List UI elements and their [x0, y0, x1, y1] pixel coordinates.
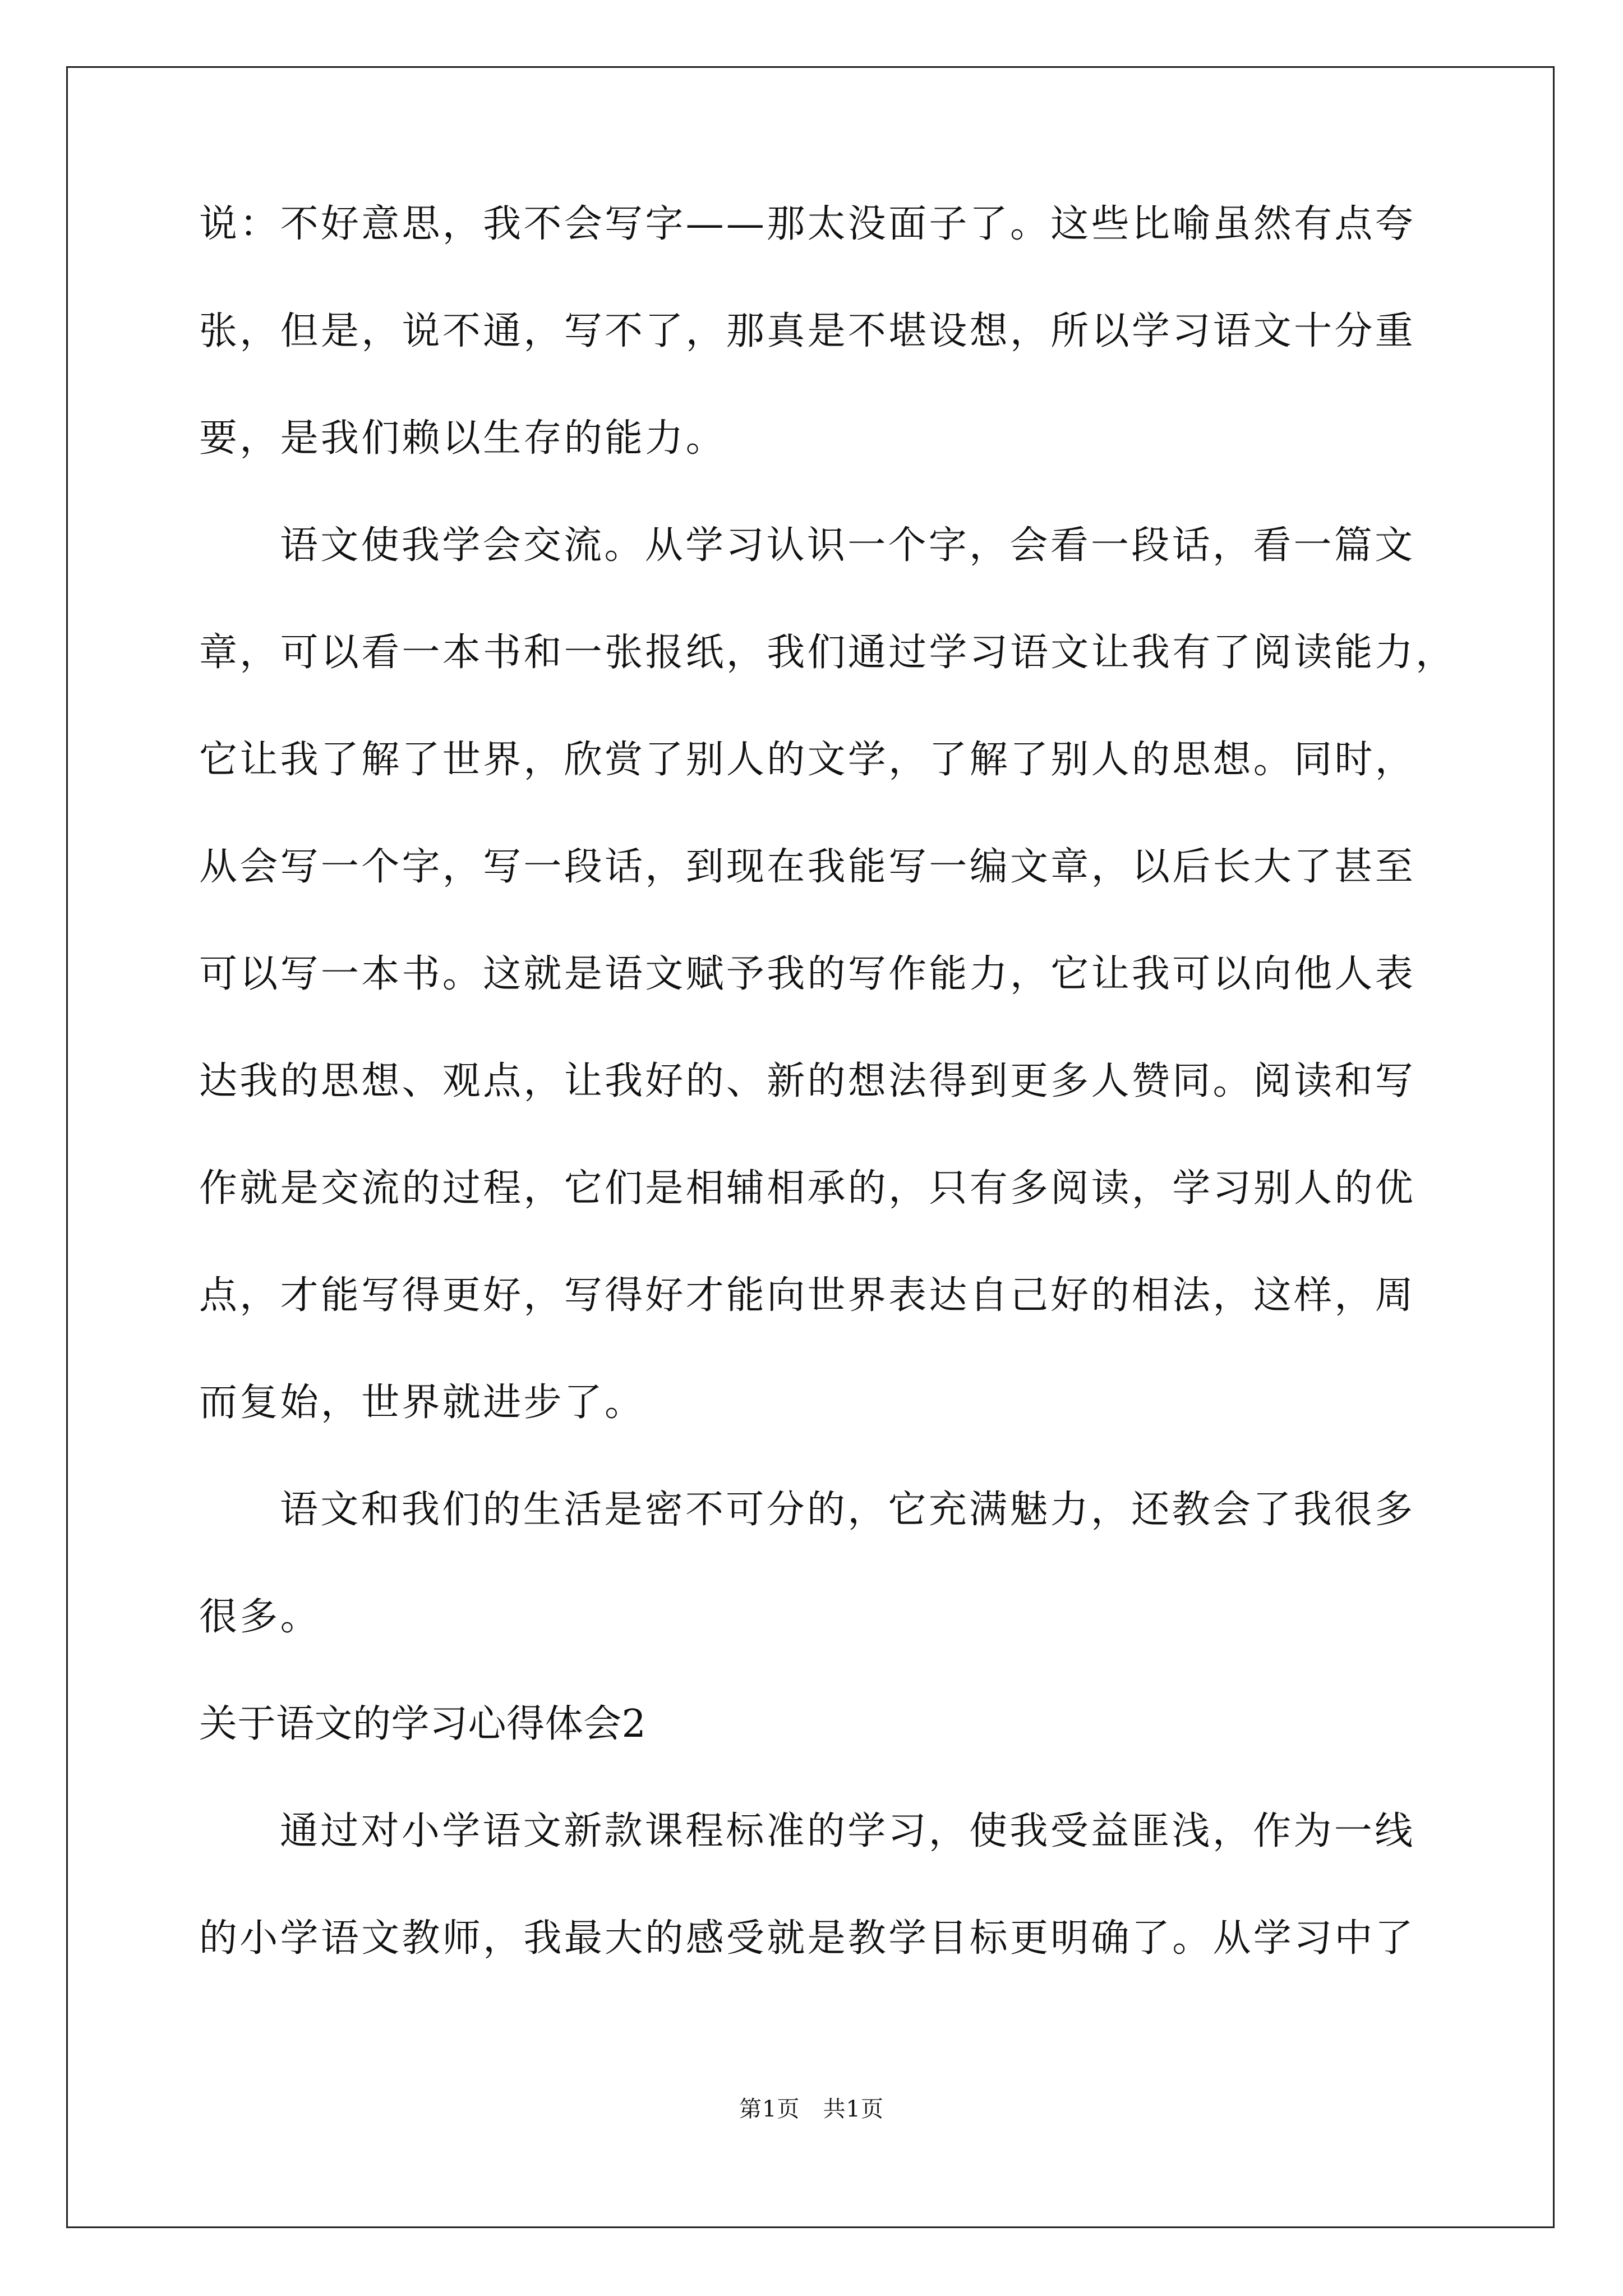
paragraph-first-line: 语文使我学会交流。从学习认识一个字，会看一段话，看一篇文: [280, 523, 1415, 568]
text-line: 说：不好意思，我不会写字——那太没面子了。这些比喻虽然有点夸: [199, 202, 1416, 246]
text-line: 可以写一本书。这就是语文赋予我的写作能力，它让我可以向他人表: [199, 952, 1416, 996]
text-line: 要，是我们赖以生存的能力。: [199, 416, 726, 461]
text-line: 点，才能写得更好，写得好才能向世界表达自己好的相法，这样，周: [199, 1273, 1416, 1318]
text-line: 作就是交流的过程，它们是相辅相承的，只有多阅读，学习别人的优: [199, 1166, 1416, 1211]
text-line: 从会写一个字，写一段话，到现在我能写一编文章，以后长大了甚至: [199, 845, 1416, 889]
paragraph-first-line: 通过对小学语文新款课程标准的学习，使我受益匪浅，作为一线: [280, 1809, 1415, 1853]
paragraph-first-line: 语文和我们的生活是密不可分的，它充满魅力，还教会了我很多: [280, 1488, 1415, 1532]
document-body: [199, 202, 1456, 2028]
text-line: 章，可以看一本书和一张报纸，我们通过学习语文让我有了阅读能力，: [199, 631, 1456, 675]
text-line: 张，但是，说不通，写不了，那真是不堪设想，所以学习语文十分重: [199, 309, 1416, 353]
page-number: 第1页 共1页: [739, 2096, 884, 2122]
section-heading: 关于语文的学习心得体会2: [199, 1702, 647, 1746]
text-line: 很多。: [199, 1595, 321, 1639]
text-line: 的小学语文教师，我最大的感受就是教学目标更明确了。从学习中了: [199, 1916, 1416, 1961]
text-line: 而复始，世界就进步了。: [199, 1381, 645, 1425]
text-line: 达我的思想、观点，让我好的、新的想法得到更多人赞同。阅读和写: [199, 1059, 1416, 1103]
text-line: 它让我了解了世界，欣赏了别人的文学，了解了别人的思想。同时，: [199, 738, 1416, 782]
